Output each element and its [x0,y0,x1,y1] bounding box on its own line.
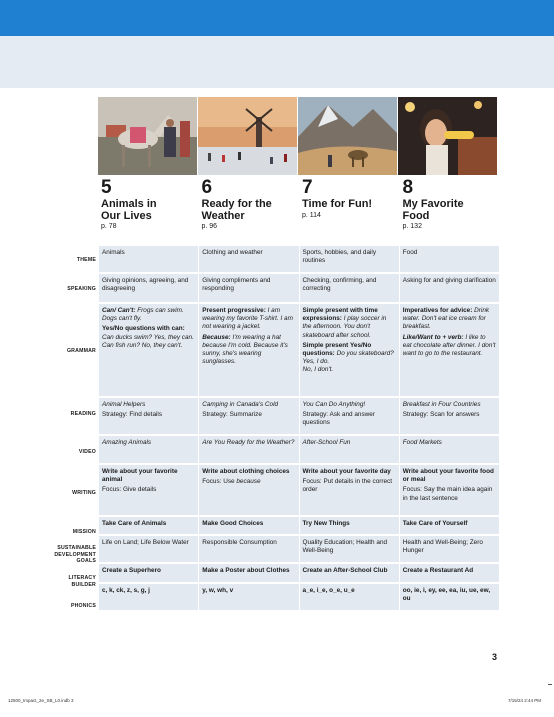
horse-rider-photo [98,97,197,175]
row-label-phonics: PHONICS [70,603,96,609]
speaking-cell: Giving opinions, agreeing, and disagreeing [99,274,198,302]
literacy-cell: Create an After-School Club [300,564,399,582]
writing-cell: Write about your favorite animal Focus: Give details [99,465,198,515]
unit-number: 5 [101,177,112,198]
scope-sequence-table [98,244,500,612]
table-row [99,398,499,434]
unit-header[interactable] [199,178,300,230]
reading-cell: You Can Do Anything! Strategy: Ask and answer questions [300,398,399,434]
reading-cell: Animal Helpers Strategy: Find details [99,398,198,434]
girl-eating-corn-photo [398,97,497,175]
row-label-reading: READING [70,411,96,417]
unit-header[interactable] [299,178,400,230]
mission-cell: Take Care of Animals [99,517,198,534]
row-label-theme: THEME [76,257,96,263]
unit-title: Time for Fun! [302,198,373,210]
unit-page: p. 78 [101,223,117,230]
sdg-cell: Responsible Consumption [199,536,298,562]
row-label-mission: MISSION [72,529,96,535]
reading-cell: Camping in Canada's Cold Strategy: Summarize [199,398,298,434]
table-row [99,274,499,302]
unit-number: 7 [302,177,313,198]
reading-cell: Breakfast in Four Countries Strategy: Scan for answers [400,398,499,434]
row-label-speaking: SPEAKING [67,286,96,292]
mission-cell: Make Good Choices [199,517,298,534]
row-label-video: VIDEO [78,449,96,455]
unit-page: p. 132 [402,223,422,230]
unit-page: p. 114 [302,211,321,219]
writing-cell: Write about your favorite food or meal Focus: Say the main idea again in the last sentence [400,465,499,515]
sdg-cell: Health and Well-Being; Zero Hunger [400,536,499,562]
row-label-writing: WRITING [72,490,96,496]
video-cell: Are You Ready for the Weather? [199,436,298,463]
theme-cell: Food [400,246,499,272]
footer-date: 7/15/24 2:44 PM [508,698,542,703]
video-cell: Food Markets [400,436,499,463]
speaking-cell: Giving compliments and responding [199,274,298,302]
unit-title: Animals in Our Lives [101,198,157,222]
table-row [99,436,499,463]
table-row [99,536,499,562]
mission-cell: Try New Things [300,517,399,534]
unit-number: 6 [201,177,213,198]
unit-headers [98,178,500,230]
video-cell: Amazing Animals [99,436,198,463]
literacy-cell: Make a Poster about Clothes [199,564,298,582]
theme-cell: Animals [99,246,198,272]
unit-photos [98,97,498,175]
literacy-cell: Create a Restaurant Ad [400,564,499,582]
row-label-grammar: GRAMMAR [66,348,96,354]
desert-camel-photo [298,97,397,175]
page-number: 3 [492,652,498,662]
header-light-band [0,36,554,88]
grammar-cell: Imperatives for advice: Drink water. Don't eat ice cream for breakfast. Like/Want to + verb: I like to eat chocolate after dinner. I don't want to go to the restaurant. [400,304,499,396]
row-label-sdg: SUSTAINABLE DEVELOPMENT GOALS [54,545,96,564]
footer-file: 12500_Impact_2e_SB_L0.indb 3 [8,698,74,703]
theme-cell: Sports, hobbies, and daily routines [300,246,399,272]
writing-cell: Write about clothing choices Focus: Use because [199,465,298,515]
unit-page: p. 96 [201,223,218,230]
mission-cell: Take Care of Yourself [400,517,499,534]
unit-header[interactable] [98,178,199,230]
grammar-cell: Simple present with time expressions: I play soccer in the afternoon. You don't skateboard after school. Simple present Yes/No questions: Do you skateboard? Yes, I do. No, I don't. [300,304,399,396]
header-blue-band [0,0,554,36]
phonics-cell: c, k, ck, z, s, g, j [99,584,198,610]
table-row [99,584,499,610]
phonics-cell: oo, ie, i, ey, ee, ea, iu, ue, ew, ou [400,584,499,610]
phonics-cell: a_e, i_e, o_e, u_e [300,584,399,610]
table-row [99,304,499,396]
unit-title: My Favorite Food [402,198,464,222]
unit-title: Ready for the Weather [201,198,272,222]
crop-mark [548,684,552,685]
windmill-skating-photo [198,97,297,175]
speaking-cell: Checking, confirming, and correcting [300,274,399,302]
unit-header[interactable] [400,178,501,230]
row-label-literacy: LITERACY BUILDER [68,575,96,588]
grammar-cell: Can/ Can't: Frogs can swim. Dogs can't fly. Yes/No questions with can: Can ducks swim? Yes, they can. Can fish run? No, they can't. [99,304,198,396]
table-row [99,246,499,272]
speaking-cell: Asking for and giving clarification [400,274,499,302]
theme-cell: Clothing and weather [199,246,298,272]
literacy-cell: Create a Superhero [99,564,198,582]
table-row [99,517,499,534]
video-cell: After-School Fun [300,436,399,463]
unit-number: 8 [402,177,414,198]
writing-cell: Write about your favorite day Focus: Put details in the correct order [300,465,399,515]
sdg-cell: Life on Land; Life Below Water [99,536,198,562]
grammar-cell: Present progressive: I am wearing my favorite T-shirt. I am not wearing a jacket. Because: I'm wearing a hat because I'm cold. Because it's sunny, she's wearing sunglasses. [199,304,298,396]
sdg-cell: Quality Education; Health and Well-Being [300,536,399,562]
table-row [99,564,499,582]
phonics-cell: y, w, wh, v [199,584,298,610]
table-row [99,465,499,515]
